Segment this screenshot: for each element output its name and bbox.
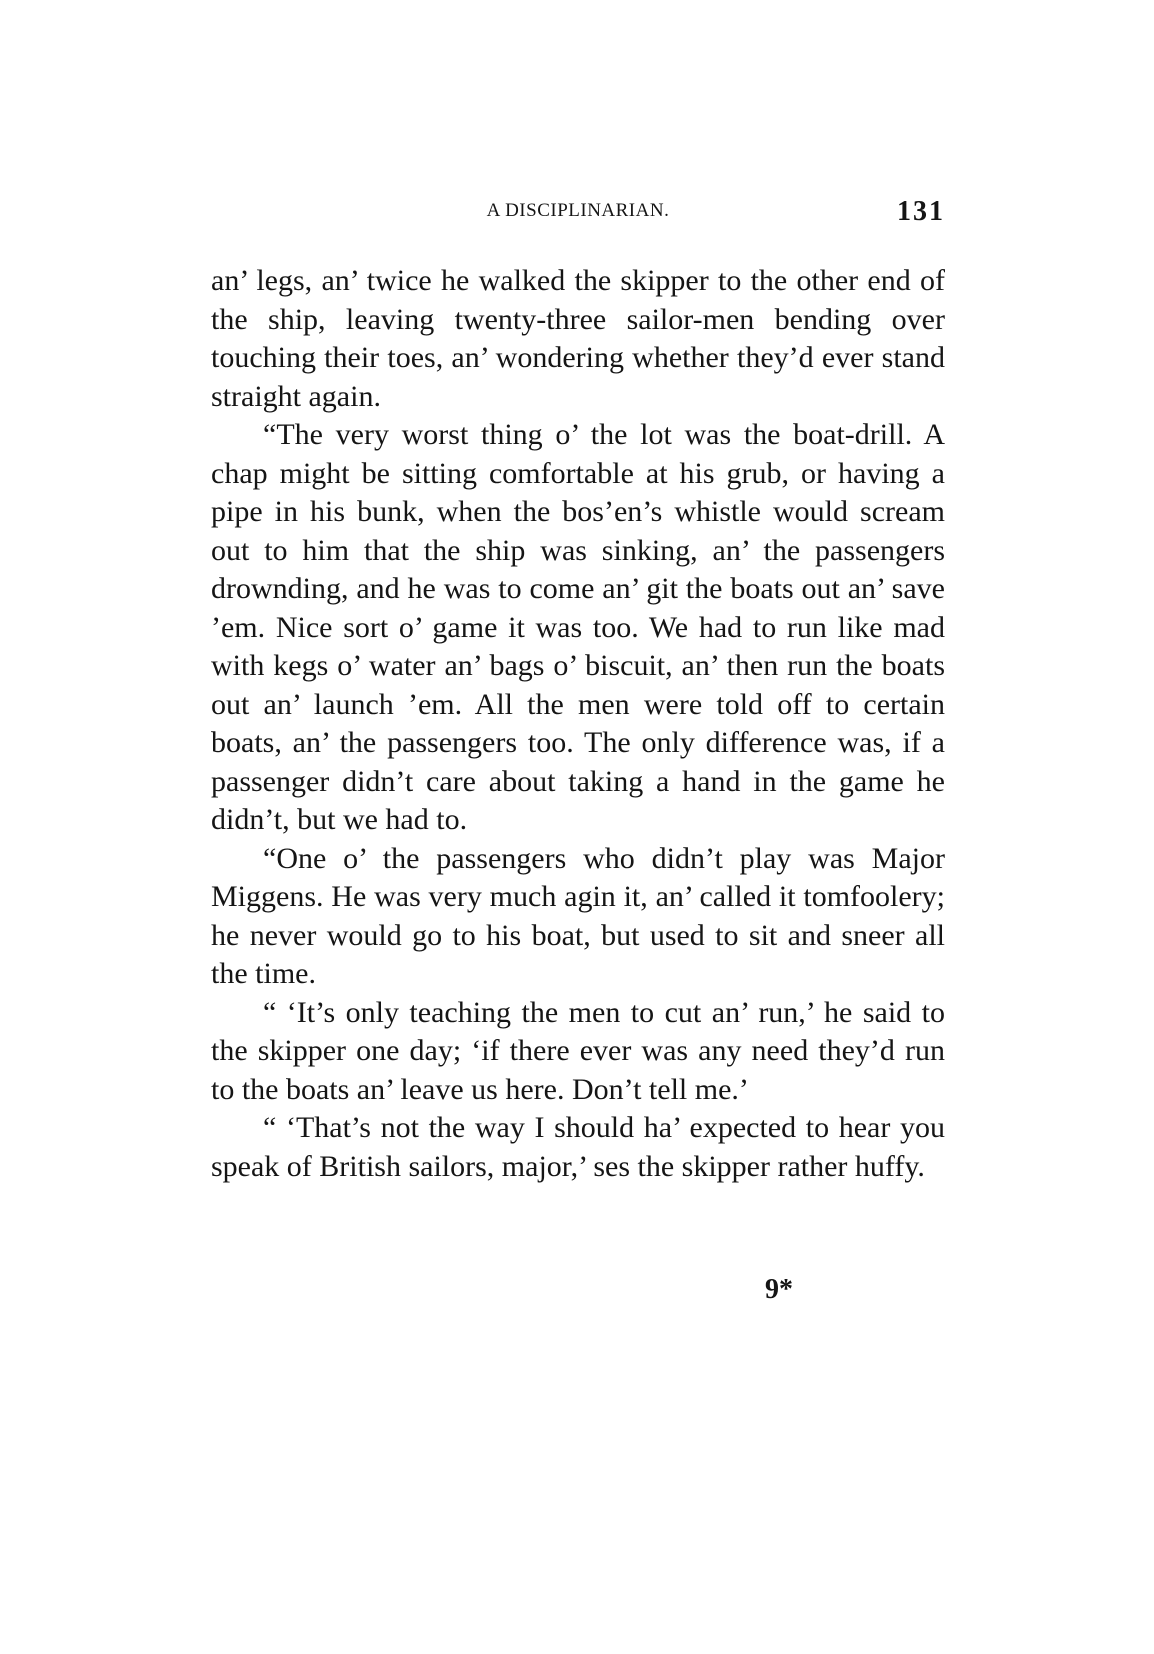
signature-mark: 9* bbox=[765, 1274, 793, 1305]
paragraph: “ ‘That’s not the way I should ha’ expected to hear you speak of British sailors, major,’ ses the skipper rather huffy. bbox=[211, 1111, 945, 1183]
paragraph: “One o’ the passengers who didn’t play was Major Miggens. He was very much agin it, an’ called it tomfoolery; he never would go to his boat, but used to sit and sneer all the time. bbox=[211, 841, 945, 990]
paragraph: an’ legs, an’ twice he walked the skipper to the other end of the ship, leaving twenty-three sailor-men bending over touching their toes, an’ wondering whether they’d ever stand straight again. bbox=[211, 264, 945, 413]
paragraph: “ ‘It’s only teaching the men to cut an’ run,’ he said to the skipper one day; ‘if there ever was any need they’d run to the boats an’ leave us here. Don’t tell me.’ bbox=[211, 995, 945, 1106]
page-number: 131 bbox=[897, 196, 945, 227]
body-text bbox=[211, 262, 945, 1186]
page-header bbox=[211, 196, 945, 236]
running-head: A DISCIPLINARIAN. bbox=[486, 200, 670, 221]
paragraph: “The very worst thing o’ the lot was the boat-drill. A chap might be sitting comfortable at his grub, or having a pipe in his bunk, when the bos’en’s whistle would scream out to him that the ship was sinking, an’ the passengers drownding, and he was to come an’ git the boats out an’ save ’em. Nice sort o’ game it was too. We had to run like mad with kegs o’ water an’ bags o’ biscuit, an’ then run the boats out an’ launch ’em. All the men were told off to certain boats, an’ the passengers too. The only difference was, if a passenger didn’t care about taking a hand in the game he didn’t, but we had to. bbox=[211, 418, 945, 836]
